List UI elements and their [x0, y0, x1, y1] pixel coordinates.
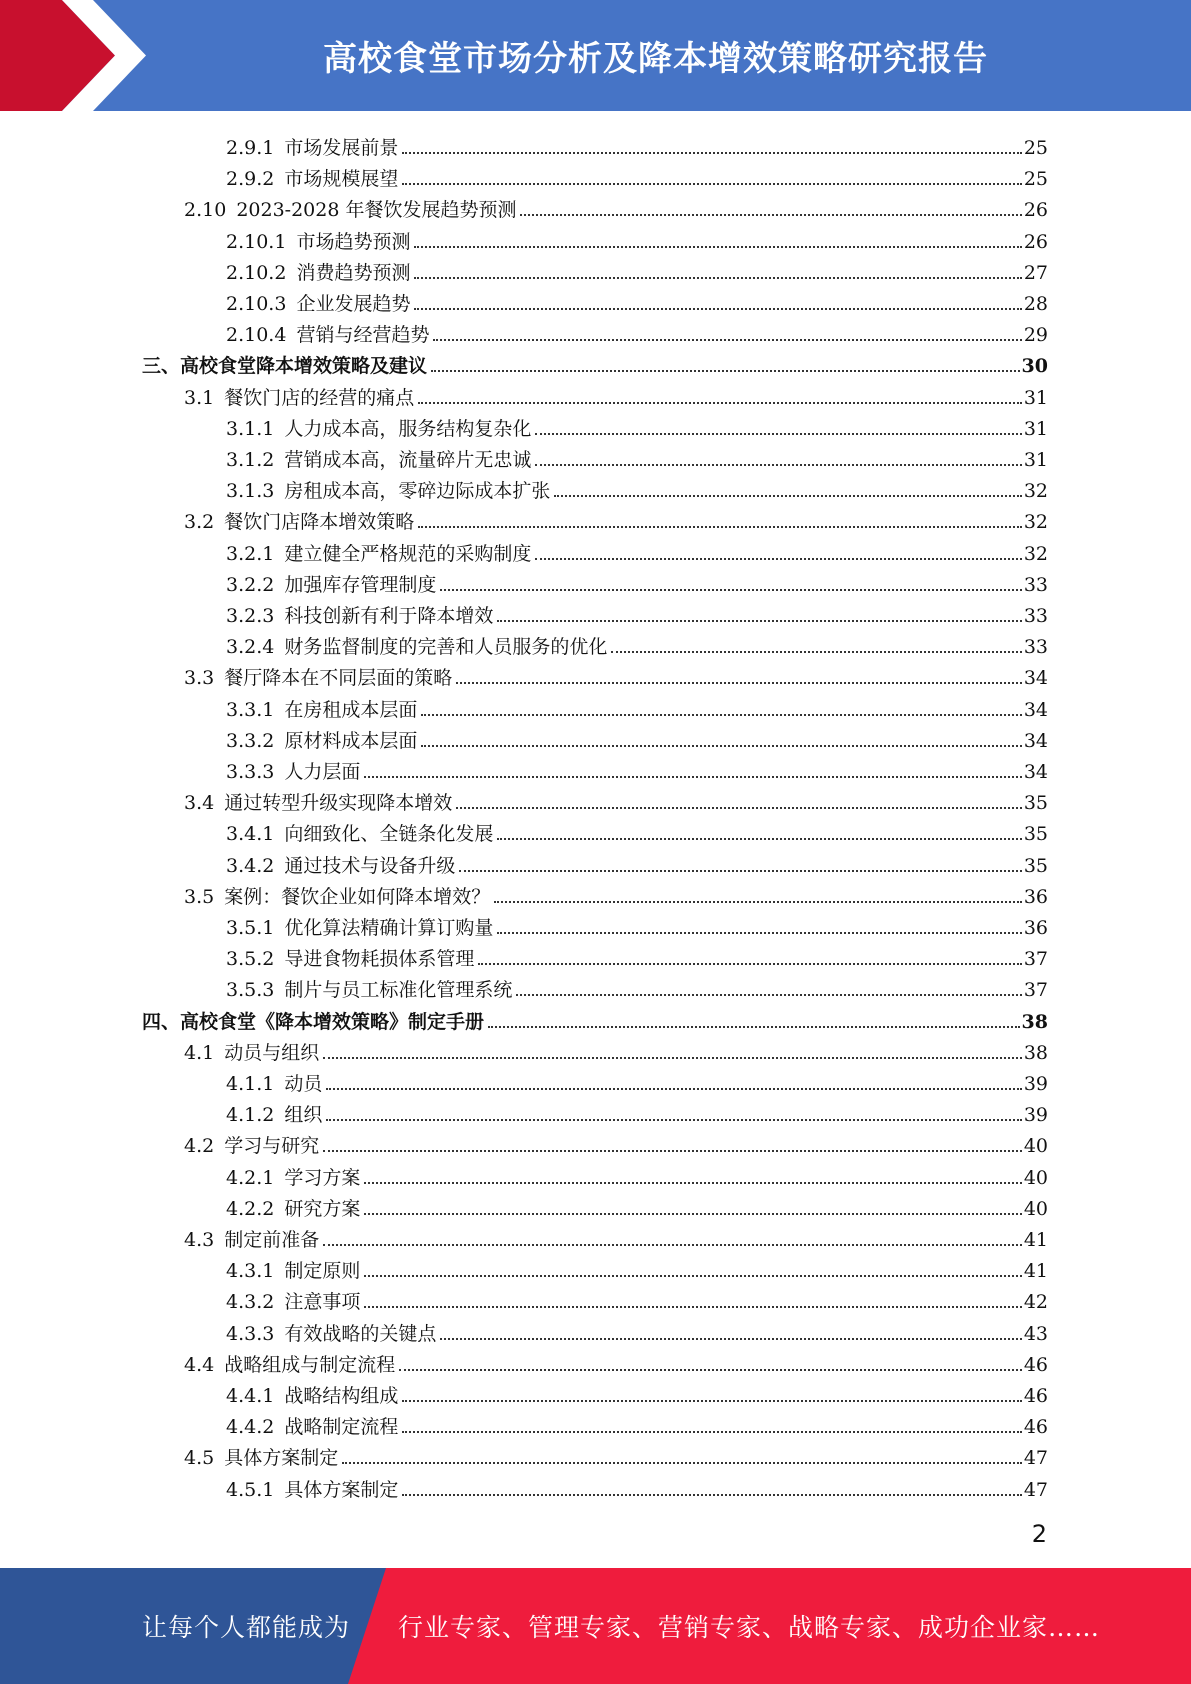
toc-entry-number: 3.4.1 [226, 823, 275, 846]
toc-entry-title: 具体方案制定 [224, 1447, 339, 1470]
toc-entry-page: 32 [1023, 480, 1048, 503]
toc-entry-number: 3.4.2 [226, 854, 275, 877]
toc-entry-title: 餐厅降本在不同层面的策略 [224, 667, 453, 690]
toc-dot-leader [497, 932, 1021, 934]
toc-entry-page: 33 [1023, 573, 1048, 596]
toc-entry-label [226, 1416, 398, 1438]
toc-entry-title: 企业发展趋势 [296, 293, 411, 315]
toc-entry-number: 3.2 [184, 511, 215, 534]
toc-dot-leader [497, 620, 1021, 622]
toc-entry-number: 2.10 [184, 199, 227, 222]
toc-dot-leader [402, 152, 1021, 154]
toc-entry-number: 3.3 [184, 667, 215, 690]
toc-entry-number: 2.9.1 [226, 137, 275, 159]
toc-dot-leader [421, 714, 1021, 716]
toc-entry[interactable] [226, 721, 1048, 752]
toc-entry-label [226, 574, 436, 596]
toc-entry-number: 4.4.2 [226, 1416, 275, 1439]
toc-dot-leader [554, 495, 1021, 497]
toc-entry-page: 32 [1023, 511, 1048, 534]
toc-dot-leader [431, 370, 1020, 372]
toc-entry-number: 4.3.1 [226, 1260, 275, 1283]
toc-entry-number: 3.3.2 [226, 729, 275, 752]
toc-dot-leader [494, 901, 1022, 903]
toc-entry-label [226, 1167, 360, 1189]
toc-entry-page: 35 [1023, 823, 1048, 846]
toc-entry-number: 4.2.2 [226, 1197, 275, 1220]
toc-dot-leader [323, 1150, 1022, 1152]
toc-entry-label [226, 1385, 398, 1407]
toc-entry-title: 有效战略的关键点 [284, 1322, 437, 1345]
toc-entry-number: 3.1.2 [226, 449, 275, 471]
toc-entry-page: 26 [1023, 199, 1048, 222]
toc-entry-title: 科技创新有利于降本增效 [284, 605, 494, 627]
toc-entry[interactable] [226, 1376, 1048, 1407]
toc-entry-label [226, 480, 550, 502]
toc-dot-leader [456, 807, 1022, 809]
toc-entry-number: 3.1.1 [226, 417, 275, 440]
toc-entry-page: 42 [1023, 1291, 1048, 1314]
toc-dot-leader [414, 308, 1021, 310]
toc-entry-title: 动员与组织 [224, 1041, 320, 1064]
toc-entry[interactable] [226, 471, 1048, 502]
toc-entry-label [184, 1354, 395, 1376]
toc-entry-title: 原材料成本层面 [284, 729, 418, 752]
toc-dot-leader [342, 1462, 1022, 1464]
toc-entry[interactable] [184, 1126, 1048, 1157]
toc-entry-label [142, 1011, 484, 1033]
toc-entry-title: 2023-2028 年餐饮发展趋势预测 [236, 199, 517, 222]
toc-entry-title: 财务监督制度的完善和人员服务的优化 [284, 636, 608, 659]
toc-entry-label [226, 324, 429, 346]
toc-entry-label [142, 355, 427, 377]
toc-entry-title: 高校食堂《降本增效策略》制定手册 [180, 1010, 485, 1033]
toc-entry-title: 餐饮门店降本增效策略 [224, 511, 415, 534]
toc-entry-number: 2.10.4 [226, 324, 287, 347]
toc-dot-leader [402, 1431, 1021, 1433]
toc-entry-number: 3.4 [184, 792, 215, 815]
toc-entry-label [226, 948, 474, 970]
toc-dot-leader [402, 1494, 1021, 1496]
toc-entry-label [184, 511, 414, 533]
toc-entry[interactable] [226, 1407, 1048, 1438]
toc-entry[interactable] [226, 565, 1048, 596]
toc-entry-number: 3.5.1 [226, 917, 275, 939]
toc-entry-title: 消费趋势预测 [296, 261, 411, 284]
toc-entry-number: 3.5.3 [226, 979, 275, 1002]
toc-entry[interactable] [226, 814, 1048, 845]
toc-entry-page: 39 [1023, 1104, 1048, 1127]
toc-entry-page: 40 [1023, 1166, 1048, 1189]
toc-entry-title: 市场趋势预测 [296, 230, 411, 253]
toc-entry-number: 4.5.1 [226, 1478, 275, 1501]
toc-entry-page: 39 [1023, 1073, 1048, 1095]
toc-entry-label [184, 1229, 319, 1251]
toc-entry[interactable] [226, 596, 1048, 627]
toc-entry[interactable] [226, 690, 1048, 721]
toc-entry-number: 3.3.3 [226, 761, 275, 783]
toc-entry[interactable] [226, 752, 1048, 783]
toc-entry-page: 32 [1023, 542, 1048, 565]
toc-entry-page: 34 [1023, 698, 1048, 721]
toc-entry-label [184, 199, 516, 221]
toc-entry[interactable] [226, 1282, 1048, 1313]
page-number: 2 [1031, 1520, 1047, 1548]
toc-entry-label [226, 1260, 360, 1282]
toc-entry[interactable] [226, 939, 1048, 970]
toc-dot-leader [402, 1400, 1021, 1402]
toc-entry[interactable] [226, 440, 1048, 471]
toc-entry-number: 4.5 [184, 1447, 215, 1470]
toc-entry-page: 34 [1023, 729, 1048, 752]
toc-entry-page: 33 [1023, 636, 1048, 659]
toc-entry-title: 通过技术与设备升级 [284, 854, 456, 877]
toc-entry-label [184, 1042, 319, 1064]
toc-entry[interactable] [226, 846, 1048, 877]
toc-entry-number: 4.1.1 [226, 1073, 275, 1095]
toc-entry-label [226, 262, 410, 284]
toc-entry-title: 战略组成与制定流程 [224, 1353, 396, 1376]
toc-entry-label [184, 387, 414, 409]
toc-entry[interactable] [226, 970, 1048, 1001]
toc-entry-title: 注意事项 [284, 1291, 361, 1314]
toc-entry[interactable] [226, 159, 1048, 190]
toc-entry[interactable] [184, 658, 1048, 689]
toc-entry-page: 41 [1023, 1260, 1048, 1283]
toc-entry[interactable] [226, 1470, 1048, 1501]
toc-entry-number: 3.3.1 [226, 698, 275, 721]
toc-dot-leader [535, 464, 1021, 466]
toc-entry-title: 人力层面 [284, 761, 361, 783]
toc-entry[interactable] [184, 378, 1048, 409]
toc-entry-title: 导进食物耗损体系管理 [284, 948, 475, 971]
toc-entry-page: 26 [1023, 230, 1048, 253]
toc-entry-number: 4.3.2 [226, 1291, 275, 1314]
toc-dot-leader [364, 776, 1021, 778]
toc-entry-label [226, 730, 417, 752]
toc-entry[interactable] [226, 627, 1048, 658]
toc-entry[interactable] [184, 783, 1048, 814]
page-header [0, 0, 1191, 111]
toc-entry-number: 4.1.2 [226, 1104, 275, 1127]
toc-entry-title: 房租成本高，零碎边际成本扩张 [284, 480, 551, 503]
toc-entry[interactable] [226, 1095, 1048, 1126]
toc-dot-leader [421, 745, 1021, 747]
page-footer [0, 1568, 1191, 1684]
toc-entry-label [226, 293, 410, 315]
toc-entry[interactable] [184, 1220, 1048, 1251]
toc-entry-title: 动员 [284, 1073, 323, 1095]
toc-entry-label [226, 137, 398, 159]
toc-entry[interactable] [142, 346, 1048, 377]
toc-entry-page: 31 [1023, 417, 1048, 440]
toc-entry-label [226, 1291, 360, 1313]
toc-entry[interactable] [226, 1251, 1048, 1282]
toc-dot-leader [418, 526, 1022, 528]
toc-entry[interactable] [226, 534, 1048, 565]
toc-entry-label [184, 886, 490, 908]
toc-entry-page: 40 [1023, 1197, 1048, 1220]
toc-entry-title: 营销成本高，流量碎片无忠诚 [284, 449, 532, 471]
toc-entry[interactable] [184, 1438, 1048, 1469]
toc-dot-leader [414, 277, 1021, 279]
toc-entry-number: 3.5 [184, 885, 215, 908]
toc-dot-leader [326, 1088, 1021, 1090]
toc-entry[interactable] [226, 409, 1048, 440]
toc-entry-title: 通过转型升级实现降本增效 [224, 792, 453, 815]
toc-entry-number: 3.2.4 [226, 636, 275, 659]
toc-entry[interactable] [184, 502, 1048, 533]
toc-entry-number: 四、 [142, 1010, 181, 1033]
toc-entry-number: 2.10.3 [226, 293, 287, 315]
toc-entry-number: 4.2 [184, 1135, 215, 1158]
toc-entry-title: 向细致化、全链条化发展 [284, 823, 494, 846]
toc-entry-title: 餐饮门店的经营的痛点 [224, 386, 415, 409]
toc-entry-label [226, 418, 531, 440]
toc-entry-label [226, 449, 531, 471]
toc-entry-number: 2.10.2 [226, 261, 287, 284]
toc-dot-leader [326, 1119, 1021, 1121]
toc-entry[interactable] [226, 1189, 1048, 1220]
toc-dot-leader [456, 682, 1022, 684]
header-arrow-decoration [0, 0, 160, 111]
toc-entry-label [226, 761, 360, 783]
toc-entry-title: 制定原则 [284, 1260, 361, 1283]
toc-entry-number: 2.9.2 [226, 168, 275, 191]
toc-entry-number: 3.5.2 [226, 948, 275, 971]
toc-entry-number: 4.3.3 [226, 1322, 275, 1345]
toc-entry-label [226, 605, 493, 627]
toc-entry[interactable] [226, 908, 1048, 939]
toc-entry-title: 具体方案制定 [284, 1478, 399, 1501]
toc-dot-leader [488, 1026, 1020, 1028]
toc-entry-page: 25 [1023, 137, 1048, 159]
toc-entry-title: 优化算法精确计算订购量 [284, 917, 494, 939]
toc-dot-leader [440, 1338, 1021, 1340]
toc-dot-leader [459, 870, 1021, 872]
toc-entry-title: 建立健全严格规范的采购制度 [284, 542, 532, 565]
toc-dot-leader [364, 1275, 1021, 1277]
toc-entry-number: 4.2.1 [226, 1166, 275, 1189]
toc-entry-title: 加强库存管理制度 [284, 573, 437, 596]
toc-entry-title: 高校食堂降本增效策略及建议 [180, 355, 428, 378]
toc-entry-title: 案例：餐饮企业如何降本增效？ [224, 885, 491, 908]
toc-dot-leader [418, 402, 1022, 404]
toc-entry-title: 战略结构组成 [284, 1385, 399, 1407]
toc-entry-label [226, 1323, 436, 1345]
toc-entry-page: 43 [1023, 1322, 1048, 1345]
toc-entry-page: 47 [1023, 1447, 1048, 1470]
toc-entry[interactable] [226, 128, 1048, 159]
toc-dot-leader [364, 1213, 1021, 1215]
toc-entry-label [226, 168, 398, 190]
toc-entry-page: 38 [1021, 1010, 1048, 1033]
toc-entry-title: 战略制定流程 [284, 1416, 399, 1439]
toc-entry-title: 市场规模展望 [284, 168, 399, 191]
toc-dot-leader [478, 963, 1021, 965]
toc-entry-page: 46 [1023, 1416, 1048, 1439]
toc-entry-label [226, 1479, 398, 1501]
toc-entry-label [184, 667, 452, 689]
toc-entry-page: 33 [1023, 605, 1048, 627]
toc-entry-page: 35 [1023, 854, 1048, 877]
toc-entry-page: 36 [1023, 917, 1048, 939]
toc-entry[interactable] [184, 1345, 1048, 1376]
toc-entry-label [226, 636, 607, 658]
toc-entry-label [184, 792, 452, 814]
toc-entry[interactable] [184, 1033, 1048, 1064]
toc-entry-label [184, 1447, 338, 1469]
toc-entry-title: 制定前准备 [224, 1229, 320, 1251]
toc-dot-leader [402, 183, 1021, 185]
toc-dot-leader [440, 589, 1021, 591]
toc-entry-number: 4.4.1 [226, 1385, 275, 1407]
toc-entry-page: 27 [1023, 261, 1048, 284]
toc-entry[interactable] [226, 1064, 1048, 1095]
toc-entry[interactable] [226, 1158, 1048, 1189]
toc-dot-leader [364, 1306, 1021, 1308]
toc-entry-page: 34 [1023, 761, 1048, 783]
toc-entry-number: 3.2.3 [226, 605, 275, 627]
toc-entry-label [226, 1104, 322, 1126]
toc-entry-page: 40 [1023, 1135, 1048, 1158]
toc-entry-page: 47 [1023, 1478, 1048, 1501]
toc-dot-leader [611, 651, 1021, 653]
toc-entry-title: 学习与研究 [224, 1135, 320, 1158]
toc-entry[interactable] [142, 1002, 1048, 1033]
toc-entry-title: 学习方案 [284, 1166, 361, 1189]
toc-dot-leader [535, 558, 1021, 560]
toc-dot-leader [433, 339, 1021, 341]
toc-entry-page: 35 [1023, 792, 1048, 815]
toc-entry-label [184, 1135, 319, 1157]
toc-entry[interactable] [226, 284, 1048, 315]
toc-entry-number: 三、 [142, 355, 181, 378]
toc-entry-page: 36 [1023, 885, 1048, 908]
toc-entry-title: 在房租成本层面 [284, 698, 418, 721]
toc-entry-label [226, 823, 493, 845]
toc-dot-leader [520, 214, 1021, 216]
toc-entry[interactable] [184, 190, 1048, 221]
toc-dot-leader [497, 838, 1021, 840]
toc-entry-number: 3.2.1 [226, 542, 275, 565]
toc-entry-title: 研究方案 [284, 1197, 361, 1220]
toc-entry-page: 29 [1023, 324, 1048, 347]
toc-entry[interactable] [226, 315, 1048, 346]
toc-entry-page: 46 [1023, 1385, 1048, 1407]
toc-entry-number: 3.1 [184, 386, 215, 409]
toc-entry-number: 3.1.3 [226, 480, 275, 503]
toc-entry-label [226, 699, 417, 721]
toc-entry[interactable] [184, 877, 1048, 908]
toc-entry[interactable] [226, 253, 1048, 284]
toc-entry-number: 4.1 [184, 1041, 215, 1064]
toc-dot-leader [414, 246, 1021, 248]
toc-entry-label [226, 1073, 322, 1095]
toc-entry-page: 25 [1023, 168, 1048, 191]
toc-dot-leader [516, 994, 1021, 996]
toc-entry-page: 30 [1021, 355, 1048, 378]
toc-entry-number: 4.4 [184, 1353, 215, 1376]
toc-entry-page: 41 [1023, 1229, 1048, 1251]
footer-slogan-right: 行业专家、管理专家、营销专家、战略专家、成功企业家…… [398, 1613, 1101, 1642]
footer-slogan-left: 让每个人都能成为 [142, 1613, 351, 1642]
toc-entry-page: 46 [1023, 1353, 1048, 1376]
toc-entry-label [226, 855, 455, 877]
toc-entry-label [226, 979, 512, 1001]
toc-entry-page: 31 [1023, 386, 1048, 409]
toc-entry[interactable] [226, 1314, 1048, 1345]
toc-entry-title: 市场发展前景 [284, 137, 399, 159]
toc-entry-label [226, 543, 531, 565]
toc-entry-page: 28 [1023, 293, 1048, 315]
toc-entry[interactable] [226, 222, 1048, 253]
toc-entry-number: 4.3 [184, 1229, 215, 1251]
report-title: 高校食堂市场分析及降本增效策略研究报告 [323, 39, 988, 79]
toc-entry-title: 组织 [284, 1104, 323, 1127]
toc-entry-label [226, 917, 493, 939]
toc-dot-leader [323, 1244, 1022, 1246]
toc-entry-number: 3.2.2 [226, 573, 275, 596]
toc-entry-page: 34 [1023, 667, 1048, 690]
toc-dot-leader [399, 1369, 1022, 1371]
toc-dot-leader [323, 1057, 1022, 1059]
toc-entry-label [226, 1198, 360, 1220]
toc-entry-title: 人力成本高，服务结构复杂化 [284, 417, 532, 440]
toc-entry-page: 37 [1023, 948, 1048, 971]
toc-entry-page: 31 [1023, 449, 1048, 471]
toc-entry-label [226, 231, 410, 253]
toc-entry-title: 制片与员工标准化管理系统 [284, 979, 513, 1002]
toc-entry-page: 38 [1023, 1041, 1048, 1064]
toc-dot-leader [535, 433, 1021, 435]
toc-entry-number: 2.10.1 [226, 230, 287, 253]
toc-dot-leader [364, 1182, 1021, 1184]
toc-entry-page: 37 [1023, 979, 1048, 1002]
toc-entry-title: 营销与经营趋势 [296, 324, 430, 347]
